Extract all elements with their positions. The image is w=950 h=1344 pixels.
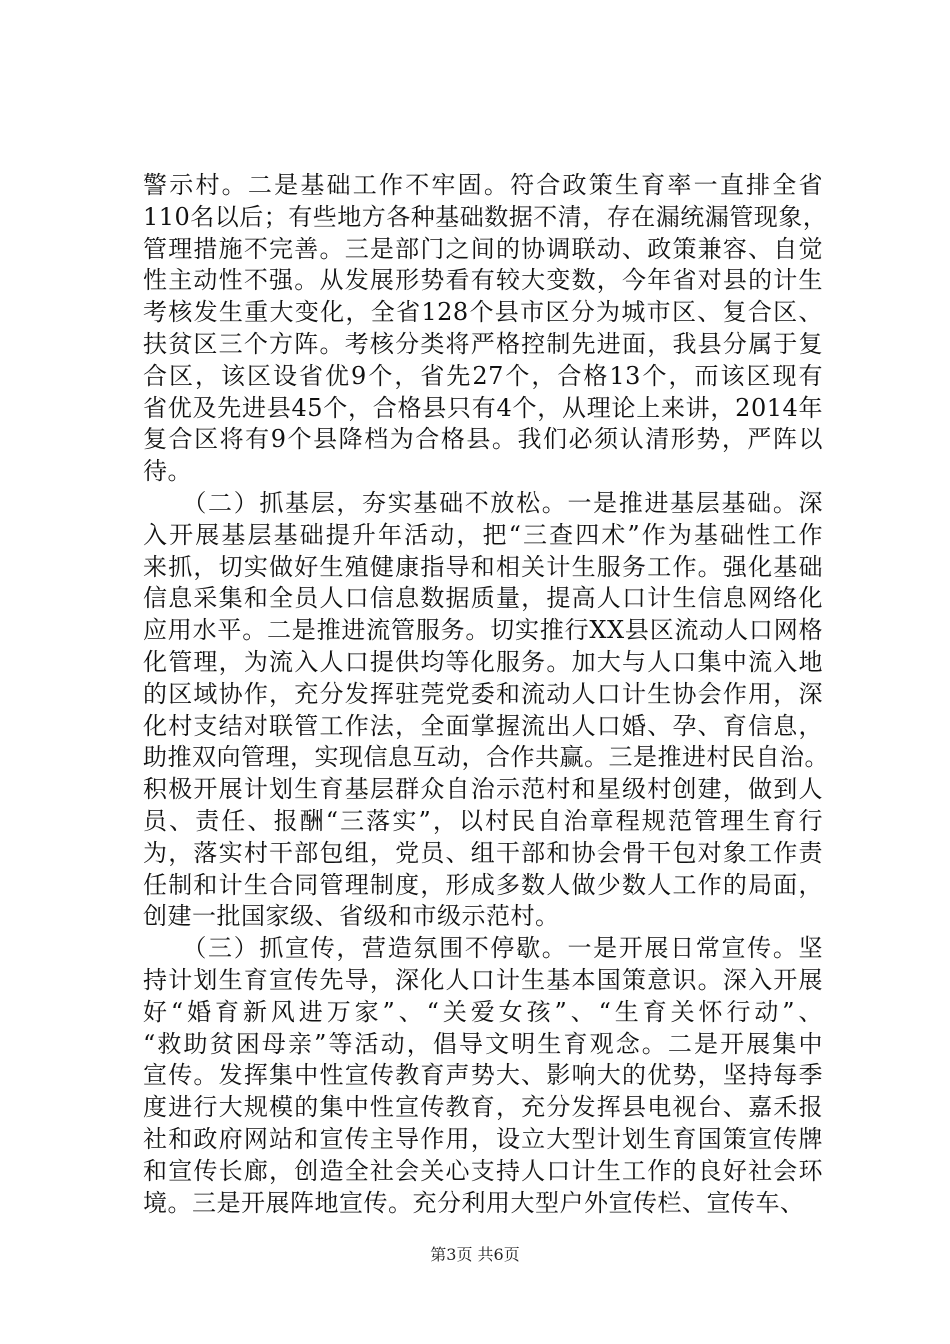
text-line: “救助贫困母亲”等活动，倡导文明生育观念。二是开展集中 bbox=[143, 1029, 823, 1058]
text-line: 扶贫区三个方阵。考核分类将严格控制先进面，我县分属于复 bbox=[143, 329, 823, 358]
text-line: 省优及先进县45个，合格县只有4个，从理论上来讲，2014年 bbox=[143, 393, 823, 422]
text-line: 管理措施不完善。三是部门之间的协调联动、政策兼容、自觉 bbox=[143, 234, 823, 263]
text-line: 持计划生育宣传先导，深化人口计生基本国策意识。深入开展 bbox=[143, 965, 823, 994]
text-line: （二）抓基层，夯实基础不放松。一是推进基层基础。深 bbox=[143, 488, 823, 517]
text-line: 为，落实村干部包组，党员、组干部和协会骨干包对象工作责 bbox=[143, 838, 823, 867]
text-line: 助推双向管理，实现信息互动，合作共赢。三是推进村民自治。 bbox=[143, 743, 829, 772]
text-line: 社和政府网站和宣传主导作用，设立大型计划生育国策宣传牌 bbox=[143, 1124, 823, 1153]
text-line: 考核发生重大变化，全省128个县市区分为城市区、复合区、 bbox=[143, 298, 823, 327]
text-line: 复合区将有9个县降档为合格县。我们必须认清形势，严阵以 bbox=[143, 425, 823, 454]
text-line: 入开展基层基础提升年活动，把“三查四术”作为基础性工作 bbox=[143, 520, 823, 549]
text-line: 积极开展计划生育基层群众自治示范村和星级村创建，做到人 bbox=[143, 775, 823, 804]
text-line: 应用水平。二是推进流管服务。切实推行XX县区流动人口网格 bbox=[143, 616, 823, 645]
text-line: 性主动性不强。从发展形势看有较大变数，今年省对县的计生 bbox=[143, 266, 823, 295]
text-line: 合区，该区设省优9个，省先27个，合格13个，而该区现有 bbox=[143, 361, 823, 390]
text-line: 员、责任、报酬“三落实”，以村民自治章程规范管理生育行 bbox=[143, 806, 823, 835]
text-line: 任制和计生合同管理制度，形成多数人做少数人工作的局面， bbox=[143, 870, 823, 899]
text-line: 信息采集和全员人口信息数据质量，提高人口计生信息网络化 bbox=[143, 584, 823, 613]
text-line: 创建一批国家级、省级和市级示范村。 bbox=[143, 902, 560, 931]
page-footer: 第3页 共6页 bbox=[430, 1245, 520, 1264]
text-line: 警示村。二是基础工作不牢固。符合政策生育率一直排全省 bbox=[143, 171, 823, 199]
text-line: 度进行大规模的集中性宣传教育，充分发挥县电视台、嘉禾报 bbox=[143, 1093, 823, 1122]
text-line: 化村支结对联管工作法，全面掌握流出人口婚、孕、育信息， bbox=[143, 711, 823, 740]
text-line: 好“婚育新风进万家”、“关爱女孩”、“生育关怀行动”、 bbox=[143, 997, 823, 1026]
text-line: （三）抓宣传，营造氛围不停歇。一是开展日常宣传。坚 bbox=[143, 934, 823, 963]
text-line: 来抓，切实做好生殖健康指导和相关计生服务工作。强化基础 bbox=[143, 552, 823, 581]
text-line: 境。三是开展阵地宣传。充分利用大型户外宣传栏、宣传车、 bbox=[143, 1188, 805, 1217]
text-line: 的区域协作，充分发挥驻莞党委和流动人口计生协会作用，深 bbox=[143, 679, 823, 708]
text-line: 待。 bbox=[143, 457, 192, 486]
text-line: 宣传。发挥集中性宣传教育声势大、影响大的优势，坚持每季 bbox=[143, 1061, 823, 1090]
text-line: 化管理，为流入人口提供均等化服务。加大与人口集中流入地 bbox=[143, 647, 823, 676]
text-line: 和宣传长廊，创造全社会关心支持人口计生工作的良好社会环 bbox=[143, 1156, 823, 1185]
text-line: 110名以后；有些地方各种基础数据不清，存在漏统漏管现象， bbox=[143, 202, 828, 231]
document-body bbox=[143, 170, 829, 1219]
